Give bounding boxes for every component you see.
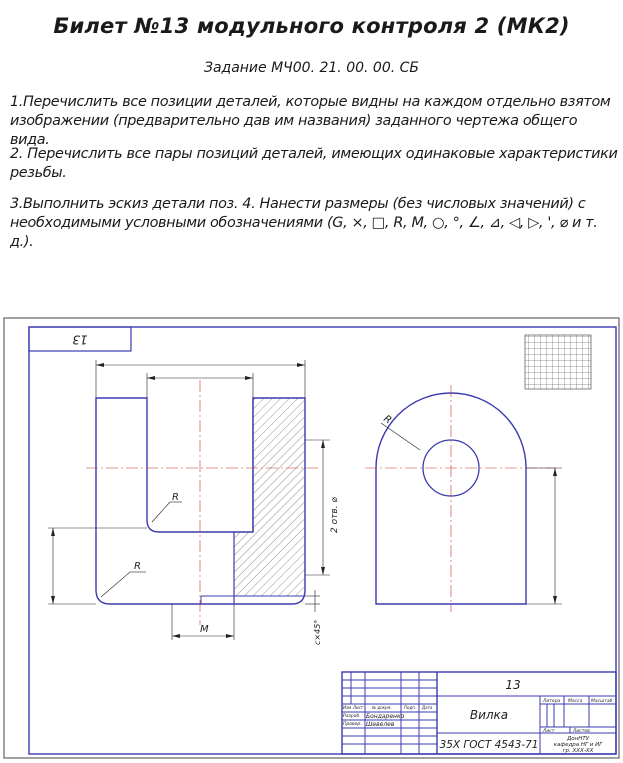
tb-org-2: кафедра НГ и ИГ xyxy=(553,742,603,748)
section-hatch-upper xyxy=(253,398,305,532)
tb-col-list: Лист xyxy=(353,705,364,710)
ticket-title: Билет №13 модульного контроля 2 (МК2) xyxy=(53,14,570,38)
tb-sheets: Листов xyxy=(573,729,590,734)
radius-label-small: R xyxy=(172,492,179,503)
tb-col-scale: Масштаб xyxy=(591,699,613,704)
tb-col-mass: Масса xyxy=(568,699,583,704)
title-part-name: Вилка xyxy=(469,708,509,722)
sheet-inner-frame xyxy=(29,327,616,754)
tb-designer-name: Бондаренко xyxy=(366,713,405,720)
tb-designer-role: Разраб. xyxy=(343,714,361,719)
front-view xyxy=(48,360,340,645)
side-view xyxy=(365,385,562,612)
task-3: 3.Выполнить эскиз детали поз. 4. Нанести размеры (без числовых значений) с необходимыми условными обозначениями (G, ×, □, R, M, ○, °, ∠, ⊿, ◁, ▷, ', ⌀ и т. д.). xyxy=(10,196,598,250)
title-material: 35Х ГОСТ 4543-71 xyxy=(439,739,539,751)
tb-col-sign: Подп. xyxy=(404,705,417,710)
assignment-code: Задание МЧ00. 21. 00. 00. СБ xyxy=(203,60,420,76)
grid-swatch xyxy=(525,335,591,389)
tb-checker-role: Провер. xyxy=(343,722,362,727)
radius-label-side: R xyxy=(381,413,394,427)
tb-col-doc: № докум. xyxy=(372,705,392,710)
tb-sheet: Лист xyxy=(543,729,555,734)
thread-label: M xyxy=(200,624,209,635)
tb-col-date: Дата xyxy=(422,705,433,710)
chamfer-label: c×45° xyxy=(313,619,322,645)
section-hatch-lower xyxy=(234,532,305,596)
task-2: 2. Перечислить все пары позиций деталей, имеющих одинаковые характеристики резьбы. xyxy=(10,146,618,181)
holes-label: 2 отв. ⌀ xyxy=(330,497,340,533)
tb-org-1: ДонНТУ xyxy=(566,736,590,742)
title-number: 13 xyxy=(505,678,521,692)
task-1: 1.Перечислить все позиции деталей, которые видны на каждом отдельно взятом изображении (предварительно дав им названия) заданного чертежа общего вида. xyxy=(10,94,611,148)
tb-col-izm: Изм xyxy=(343,705,352,710)
radius-label-large: R xyxy=(134,561,141,572)
corner-number: 13 xyxy=(72,332,88,347)
tb-org-3: гр. ХХХ-ХХ xyxy=(562,748,594,754)
tb-checker-name: Шевелев xyxy=(366,721,395,728)
tb-col-letter: Литера xyxy=(543,699,561,704)
